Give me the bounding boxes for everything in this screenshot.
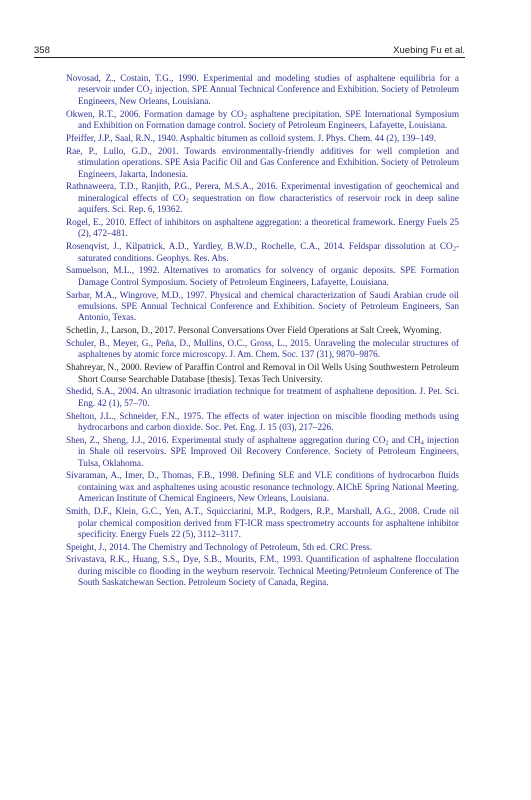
reference-entry[interactable]: Rae, P., Lullo, G.D., 2001. Towards environmentally-friendly additives for well completion and stimulation operations. SPE Asia Pacific Oil and Gas Conference and Exhibition. Society of Petroleum Engineers, Jakarta, Indonesia. <box>66 145 459 179</box>
page-number: 358 <box>34 45 50 56</box>
reference-entry[interactable]: Sarbar, M.A., Wingrove, M.D., 1997. Physical and chemical characterization of Saudi Arabian crude oil emulsions. SPE Annual Technical Conference and Exhibition. Society of Petroleum Engineers, San Antonio, Texas. <box>66 289 459 323</box>
reference-entry[interactable]: Rathnaweera, T.D., Ranjith, P.G., Perera, M.S.A., 2016. Experimental investigation of geochemical and mineralogical effects of $CO_2$ sequestration on flow characteristics of reservoir rock in deep saline aquifers. Sci. Rep. 6, 19362. <box>66 181 459 215</box>
running-header <box>34 38 465 56</box>
reference-entry[interactable]: Sivaraman, A., Imer, D., Thomas, F.B., 1998. Defining SLE and VLE conditions of hydrocarbon fluids containing wax and asphaltenes using acoustic resonance technology. AIChE Spring National Meeting. American Institute of Chemical Engineers, New Orleans, Louisiana. <box>66 470 459 504</box>
reference-entry[interactable]: Novosad, Z., Costain, T.G., 1990. Experimental and modeling studies of asphaltene equilibria for a reservoir under $CO_2$ injection. SPE Annual Technical Conference and Exhibition. Society of Petroleum Engineers, New Orleans, Louisiana. <box>66 73 460 106</box>
reference-entry[interactable]: Samuelson, M.L., 1992. Alternatives to aromatics for solvency of organic deposits. SPE Formation Damage Control Symposium. Society of Petroleum Engineers, Lafayette, Louisiana. <box>66 265 459 287</box>
reference-entry: Schetlin, J., Larson, D., 2017. Personal Conversations Over Field Operations at Salt Creek, Wyoming. <box>66 325 442 336</box>
reference-entry[interactable]: Pfeiffer, J.P., Saal, R.N., 1940. Asphaltic bitumen as colloid system. J. Phys. Chem. 44 (2), 139–149. <box>66 132 437 143</box>
reference-list <box>66 73 459 590</box>
reference-entry[interactable]: Shen, Z., Sheng, J.J., 2016. Experimental study of asphaltene aggregation during $CO_2$ and $CH_4$ injection in Shale oil reservoirs. SPE Improved Oil Recovery Conference. Society of Petroleum Engineers, Tulsa, Oklahoma. <box>66 434 460 468</box>
reference-entry[interactable]: Srivastava, R.K., Huang, S.S., Dye, S.B., Mourits, F.M., 1993. Quantification of asphaltene flocculation during miscible co flooding in the weyburn reservoir. Technical Meeting/Petroleum Conference of The South Saskatchewan Section. Petroleum Society of Canada, Regina. <box>66 554 459 588</box>
reference-entry[interactable]: Okwen, R.T., 2006. Formation damage by $CO_2$ asphaltene precipitation. SPE International Symposium and Exhibition on Formation damage control. Society of Petroleum Engineers, Lafayette, Louisiana. <box>66 108 459 131</box>
reference-entry[interactable]: Schuler, B., Meyer, G., Peña, D., Mullins, O.C., Gross, L., 2015. Unraveling the molecular structures of asphaltenes by atomic force microscopy. J. Am. Chem. Soc. 137 (31), 9870–9876. <box>66 337 459 360</box>
running-head-authors: Xuebing Fu et al. <box>393 45 465 56</box>
header-rule <box>34 57 465 58</box>
reference-entry[interactable]: Speight, J., 2014. The Chemistry and Technology of Petroleum, 5th ed. CRC Press. <box>66 541 373 552</box>
reference-entry[interactable]: Shedid, S.A., 2004. An ultrasonic irradiation technique for treatment of asphaltene deposition. J. Pet. Sci. Eng. 42 (1), 57–70. <box>66 386 459 408</box>
reference-entry[interactable]: Shelton, J.L., Schneider, F.N., 1975. The effects of water injection on miscible flooding methods using hydrocarbons and carbon dioxide. Soc. Pet. Eng. J. 15 (03), 217–226. <box>66 410 459 432</box>
reference-entry[interactable]: Smith, D.F., Klein, G.C., Yen, A.T., Squicciarini, M.P., Rodgers, R.P., Marshall, A.G., 2008. Crude oil polar chemical composition derived from FT-ICR mass spectrometry accounts for asphaltene inhibitor specificity. Energy Fuels 22 (5), 3112–3117. <box>66 506 459 539</box>
reference-entry[interactable]: Rogel, E., 2010. Effect of inhibitors on asphaltene aggregation: a theoretical framework. Energy Fuels 25 (2), 472–481. <box>66 216 459 239</box>
reference-entry[interactable]: Rosenqvist, J., Kilpatrick, A.D., Yardley, B.W.D., Rochelle, C.A., 2014. Feldspar dissolution at $CO_2$-saturated conditions. Geophys. Res. Abs. <box>66 241 459 263</box>
reference-entry: Shahreyar, N., 2000. Review of Paraffin Control and Removal in Oil Wells Using Southwestern Petroleum Short Course Searchable Database [thesis]. Texas Tech University. <box>66 362 459 384</box>
